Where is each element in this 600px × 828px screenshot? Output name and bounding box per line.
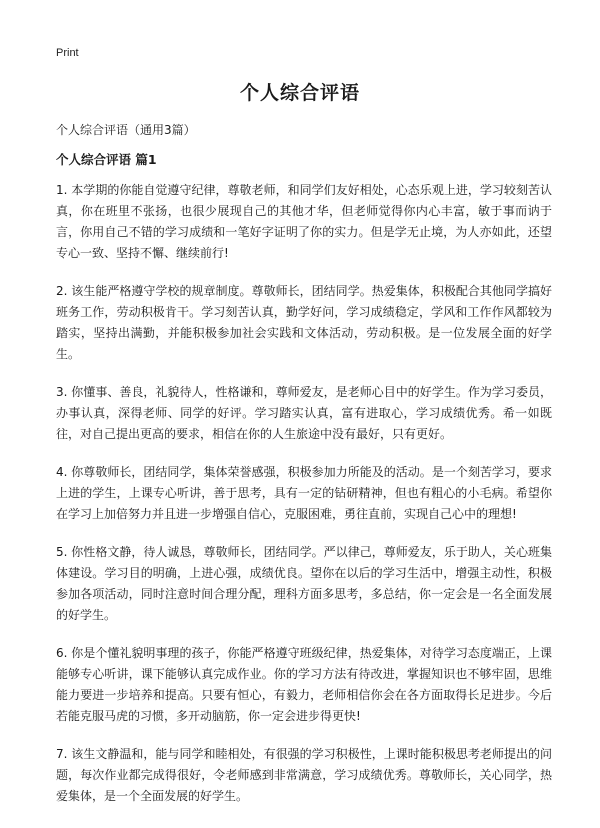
comment-paragraph-5: 5. 你性格文静，待人诚恳，尊敬师长，团结同学。严以律己，尊师爱友，乐于助人，关心班集体建设。学习目的明确，上进心强，成绩优良。望你在以后的学习生活中，增强主动性，积极参加各项活动，同时注意时间合理分配，理科方面多思考，多总结，你一定会是一名全面发展的好学生。 (56, 545, 552, 622)
comment-paragraph-6: 6. 你是个懂礼貌明事理的孩子，你能严格遵守班级纪律，热爱集体，对待学习态度端正，上课能够专心听讲，课下能够认真完成作业。你的学习方法有待改进，掌握知识也不够牢固，思维能力要进一步培养和提高。只要有恒心，有毅力，老师相信你会在各方面取得长足进步。今后若能克服马虎的习惯，多开动脑筋，你一定会进步得更快! (56, 646, 552, 723)
section-heading: 个人综合评语 篇1 (56, 152, 157, 167)
print-link[interactable]: Print (56, 47, 79, 59)
comment-paragraph-4: 4. 你尊敬师长，团结同学，集体荣誉感强，积极参加力所能及的活动。是一个刻苦学习，要求上进的学生，上课专心听讲，善于思考，具有一定的钻研精神，但也有粗心的小毛病。希望你在学习上加倍努力并且进一步增强自信心，克服困难，勇往直前，实现自己心中的理想! (56, 465, 552, 521)
comment-paragraph-3: 3. 你懂事、善良，礼貌待人，性格谦和，尊师爱友，是老师心目中的好学生。作为学习委员，办事认真，深得老师、同学的好评。学习踏实认真，富有进取心，学习成绩优秀。希一如既往，对自己提出更高的要求，相信在你的人生旅途中没有最好，只有更好。 (56, 385, 552, 441)
page-title: 个人综合评语 (239, 82, 360, 104)
comment-paragraph-7: 7. 该生文静温和，能与同学和睦相处，有很强的学习积极性，上课时能积极思考老师提出的问题，每次作业都完成得很好，令老师感到非常满意，学习成绩优秀。尊敬师长，关心同学，热爱集体，是一个全面发展的好学生。 (56, 747, 552, 803)
document-body (56, 180, 552, 824)
comment-paragraph-1: 1. 本学期的你能自觉遵守纪律，尊敬老师，和同学们友好相处，心态乐观上进，学习较刻苦认真，你在班里不张扬，也很少展现自己的其他才华，但老师觉得你内心丰富，敏于事而讷于言，你用自己不错的学习成绩和一笔好字证明了你的实力。但是学无止境，为人亦如此，还望专心一致、坚持不懈、继续前行! (56, 183, 552, 260)
document-subtitle: 个人综合评语（通用3篇） (56, 123, 196, 137)
comment-paragraph-2: 2. 该生能严格遵守学校的规章制度。尊敬师长，团结同学。热爱集体，积极配合其他同学搞好班务工作，劳动积极肯干。学习刻苦认真，勤学好问，学习成绩稳定，学风和工作作风都较为踏实，坚持出满勤，并能积极参加社会实践和文体活动，劳动积极。是一位发展全面的好学生。 (56, 284, 552, 361)
